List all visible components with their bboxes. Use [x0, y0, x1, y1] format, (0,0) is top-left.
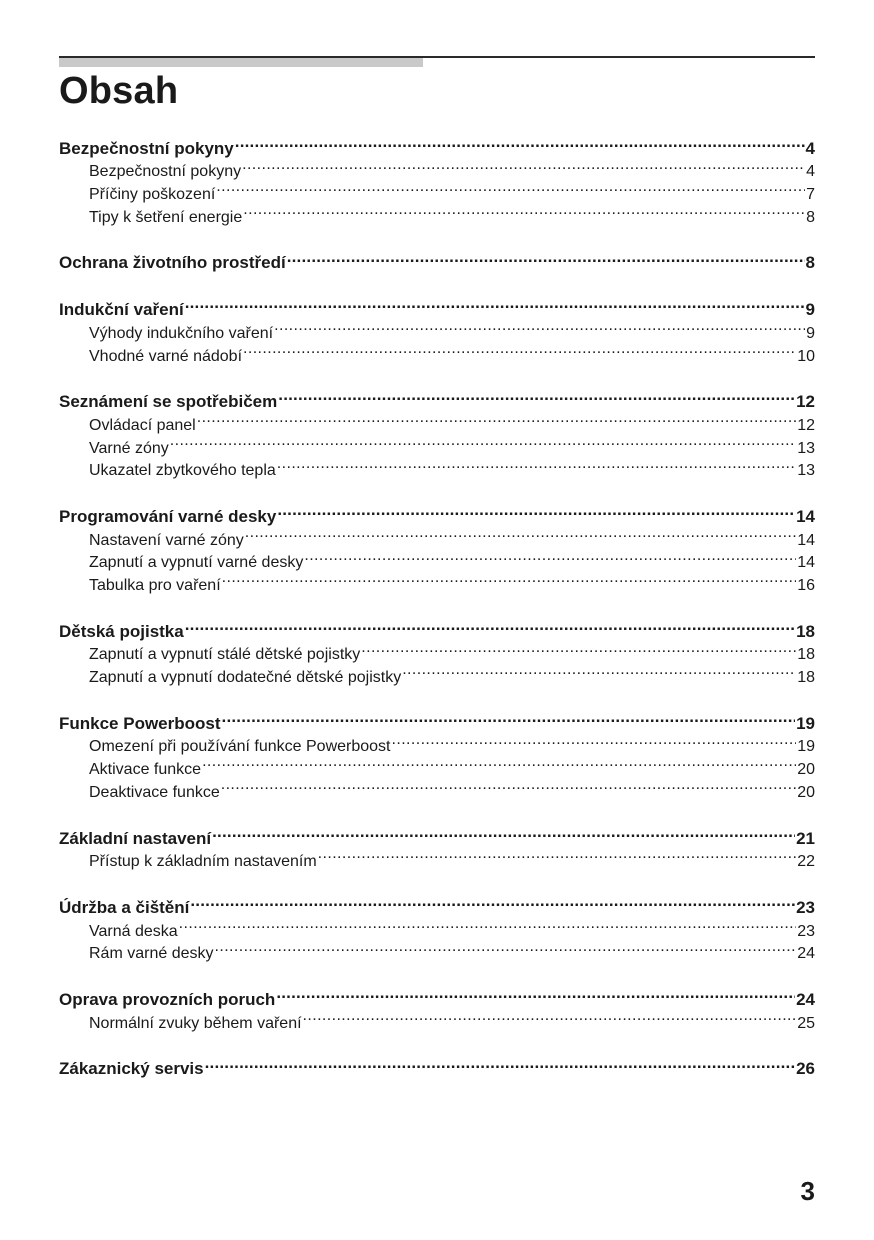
toc-chapter[interactable]: [59, 706, 815, 733]
toc-chapter[interactable]: [59, 614, 815, 641]
toc-entry-label: Rám varné desky: [89, 945, 214, 963]
dot-leader: [243, 199, 805, 222]
dot-leader: [185, 614, 795, 637]
dot-leader: [304, 545, 796, 568]
toc-entry-page: 19: [797, 738, 815, 756]
toc-entry-page: 18: [797, 669, 815, 687]
toc-entry-label: Zapnutí a vypnutí stálé dětské pojistky: [89, 646, 361, 664]
toc-chapter-page: 14: [796, 506, 815, 526]
toc-entry[interactable]: [59, 430, 815, 457]
toc-chapter-label: Bezpečnostní pokyny: [59, 138, 234, 158]
dot-leader: [205, 1052, 795, 1075]
toc-chapter[interactable]: [59, 292, 815, 320]
toc-entry-label: Aktivace funkce: [89, 761, 202, 779]
dot-leader: [222, 567, 797, 590]
toc-chapter-page: 4: [805, 138, 815, 158]
toc-chapter-label: Seznámení se spotřebičem: [59, 392, 278, 412]
dot-leader: [243, 338, 796, 361]
toc-entry-page: 16: [797, 577, 815, 594]
dot-leader: [318, 844, 797, 867]
toc-chapter[interactable]: [59, 385, 815, 412]
dot-leader: [277, 453, 796, 476]
toc-entry-page: 14: [797, 554, 815, 572]
toc-entry-page: 24: [797, 945, 815, 963]
dot-leader: [170, 430, 796, 453]
dot-leader: [402, 659, 796, 682]
toc-entry-page: 18: [797, 646, 815, 664]
toc-chapter-label: Oprava provozních poruch: [59, 989, 276, 1009]
toc-entry-label: Bezpečnostní pokyny: [89, 163, 242, 181]
header-accent-bar: [59, 58, 423, 67]
toc-chapter[interactable]: [59, 821, 815, 848]
dot-leader: [276, 982, 795, 1005]
toc-entry-label: Příčiny poškození: [89, 186, 216, 204]
toc-section: [59, 385, 815, 480]
toc-entry-page: 22: [797, 853, 815, 871]
toc-entry-label: Ovládací panel: [89, 416, 196, 434]
toc-entry-label: Vhodné varné nádobí: [89, 347, 243, 365]
dot-leader: [287, 246, 805, 269]
toc-section: [59, 821, 815, 871]
dot-leader: [222, 706, 796, 729]
toc-entry-label: Výhody indukčního vaření: [89, 324, 274, 342]
toc-entry-page: 20: [797, 761, 815, 779]
toc-chapter[interactable]: [59, 982, 815, 1009]
toc-chapter[interactable]: [59, 499, 815, 526]
dot-leader: [392, 729, 797, 752]
toc-entry-label: Omezení při používání funkce Powerboost: [89, 738, 391, 756]
toc-entry-label: Tabulka pro vaření: [89, 577, 221, 594]
toc-entry-label: Nastavení varné zóny: [89, 531, 244, 549]
page-title: Obsah: [59, 70, 179, 112]
toc-entry-label: Tipy k šetření energie: [89, 208, 243, 226]
toc-chapter-page: 8: [805, 253, 815, 273]
dot-leader: [179, 913, 797, 936]
toc-chapter-label: Zákaznický servis: [59, 1059, 204, 1079]
toc-chapter[interactable]: [59, 246, 815, 273]
toc-section: [59, 246, 815, 273]
toc-entry-label: Zapnutí a vypnutí varné desky: [89, 554, 304, 572]
dot-leader: [197, 407, 796, 430]
dot-leader: [185, 292, 805, 315]
toc-entry-label: Zapnutí a vypnutí dodatečné dětské pojistky: [89, 669, 402, 687]
dot-leader: [202, 751, 796, 774]
toc-entry-page: 14: [797, 531, 815, 549]
toc-section: [59, 890, 815, 963]
toc-chapter-label: Dětská pojistka: [59, 621, 184, 641]
toc-entry-label: Varné zóny: [89, 439, 169, 457]
toc-chapter-label: Údržba a čištění: [59, 897, 190, 917]
toc-entry-label: Deaktivace funkce: [89, 783, 220, 801]
toc-section: [59, 706, 815, 801]
dot-leader: [361, 637, 796, 660]
dot-leader: [235, 131, 805, 154]
toc-entry-page: 13: [797, 462, 815, 480]
toc-section: [59, 1052, 815, 1079]
toc-chapter-page: 26: [796, 1059, 815, 1079]
toc-entry-label: Ukazatel zbytkového tepla: [89, 462, 276, 480]
page-number: 3: [800, 1176, 815, 1206]
toc-section: [59, 499, 815, 594]
toc-chapter-page: 23: [796, 897, 815, 917]
toc-chapter-label: Funkce Powerboost: [59, 713, 221, 733]
dot-leader: [274, 315, 805, 338]
toc-chapter[interactable]: [59, 1052, 815, 1079]
toc-chapter-page: 18: [796, 621, 815, 641]
dot-leader: [245, 522, 796, 545]
toc-entry-label: Varná deska: [89, 922, 178, 940]
dot-leader: [221, 774, 796, 797]
toc-entry-page: 13: [797, 439, 815, 457]
dot-leader: [212, 821, 795, 844]
dot-leader: [242, 154, 805, 177]
table-of-contents: [59, 131, 815, 1098]
toc-chapter-label: Indukční vaření: [59, 300, 184, 320]
dot-leader: [277, 499, 795, 522]
toc-chapter-page: 19: [796, 713, 815, 733]
toc-chapter-label: Základní nastavení: [59, 828, 212, 848]
dot-leader: [190, 890, 795, 913]
toc-section: [59, 614, 815, 687]
toc-section: [59, 292, 815, 365]
toc-entry-page: 8: [806, 208, 815, 226]
toc-chapter-label: Programování varné desky: [59, 506, 277, 526]
dot-leader: [303, 1005, 797, 1028]
dot-leader: [215, 936, 797, 959]
toc-entry-page: 23: [797, 922, 815, 940]
toc-entry-page: 25: [797, 1014, 815, 1032]
toc-entry[interactable]: [59, 453, 815, 480]
toc-chapter[interactable]: [59, 890, 815, 917]
toc-entry-label: Normální zvuky během vaření: [89, 1014, 302, 1032]
toc-section: [59, 131, 815, 226]
toc-section: [59, 982, 815, 1032]
toc-chapter-label: Ochrana životního prostředí: [59, 253, 286, 273]
toc-chapter-page: 12: [796, 392, 815, 412]
toc-chapter-page: 21: [796, 828, 815, 848]
dot-leader: [216, 176, 805, 199]
toc-chapter[interactable]: [59, 131, 815, 158]
toc-entry-label: Přístup k základním nastavením: [89, 853, 317, 871]
toc-chapter-page: 24: [796, 989, 815, 1009]
toc-entry-page: 12: [797, 416, 815, 434]
toc-entry-page: 7: [806, 186, 815, 204]
dot-leader: [278, 385, 795, 408]
toc-entry-page: 10: [797, 347, 815, 365]
toc-entry-page: 9: [806, 324, 815, 342]
toc-entry-page: 20: [797, 783, 815, 801]
toc-chapter-page: 9: [805, 300, 815, 320]
toc-entry-page: 4: [806, 163, 815, 181]
